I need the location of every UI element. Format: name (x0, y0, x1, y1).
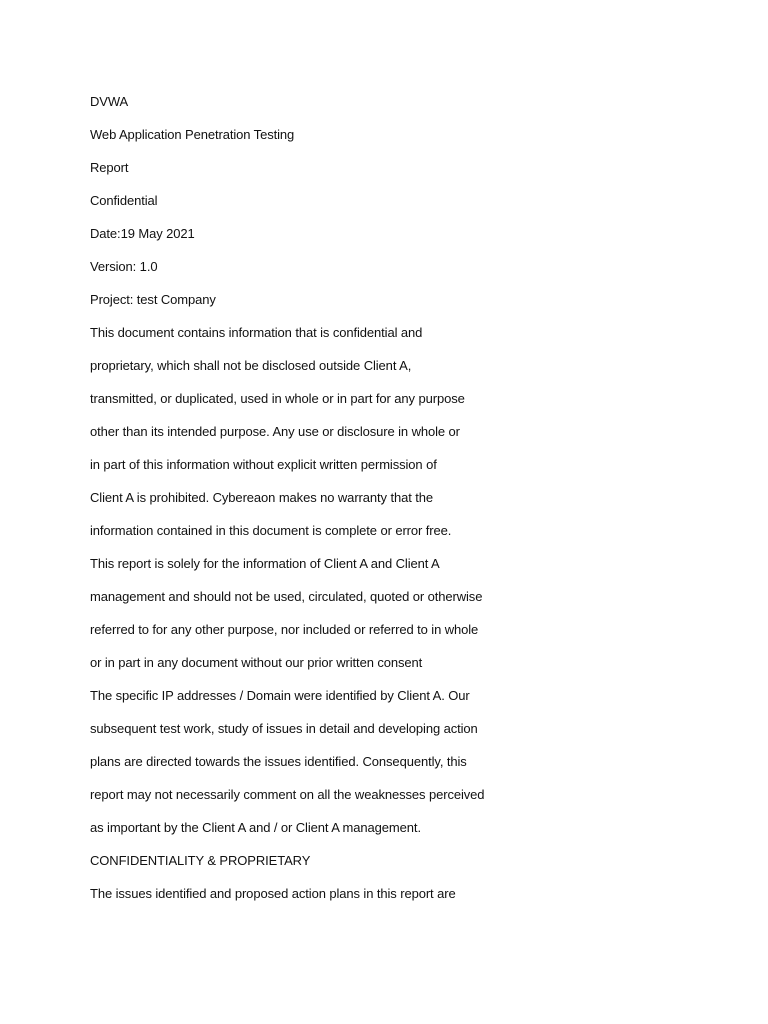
doc-date: Date:19 May 2021 (90, 226, 195, 241)
text-line: The issues identified and proposed action plans in this report are (90, 886, 456, 901)
text-line: The specific IP addresses / Domain were identified by Client A. Our (90, 688, 470, 703)
doc-subtitle: Web Application Penetration Testing (90, 127, 295, 142)
doc-classification: Confidential (90, 193, 158, 208)
text-line: proprietary, which shall not be disclosed outside Client A, (90, 358, 412, 373)
text-line: report may not necessarily comment on all the weaknesses perceived (90, 787, 485, 802)
doc-type: Report (90, 160, 129, 175)
text-line: transmitted, or duplicated, used in whole or in part for any purpose (90, 391, 465, 406)
section-heading: CONFIDENTIALITY & PROPRIETARY (90, 853, 311, 868)
text-line: This document contains information that is confidential and (90, 325, 423, 340)
doc-title: DVWA (90, 94, 129, 109)
doc-version: Version: 1.0 (90, 259, 158, 274)
text-line: referred to for any other purpose, nor included or referred to in whole (90, 622, 479, 637)
text-line: in part of this information without explicit written permission of (90, 457, 437, 472)
text-line: management and should not be used, circulated, quoted or otherwise (90, 589, 483, 604)
text-line: This report is solely for the information of Client A and Client A (90, 556, 440, 571)
text-line: plans are directed towards the issues identified. Consequently, this (90, 754, 467, 769)
text-line: subsequent test work, study of issues in detail and developing action (90, 721, 478, 736)
document-body (90, 92, 730, 917)
text-line: other than its intended purpose. Any use or disclosure in whole or (90, 424, 460, 439)
text-line: or in part in any document without our prior written consent (90, 655, 423, 670)
doc-project: Project: test Company (90, 292, 216, 307)
text-line: as important by the Client A and / or Client A management. (90, 820, 421, 835)
text-line: information contained in this document is complete or error free. (90, 523, 452, 538)
text-line: Client A is prohibited. Cybereaon makes no warranty that the (90, 490, 434, 505)
